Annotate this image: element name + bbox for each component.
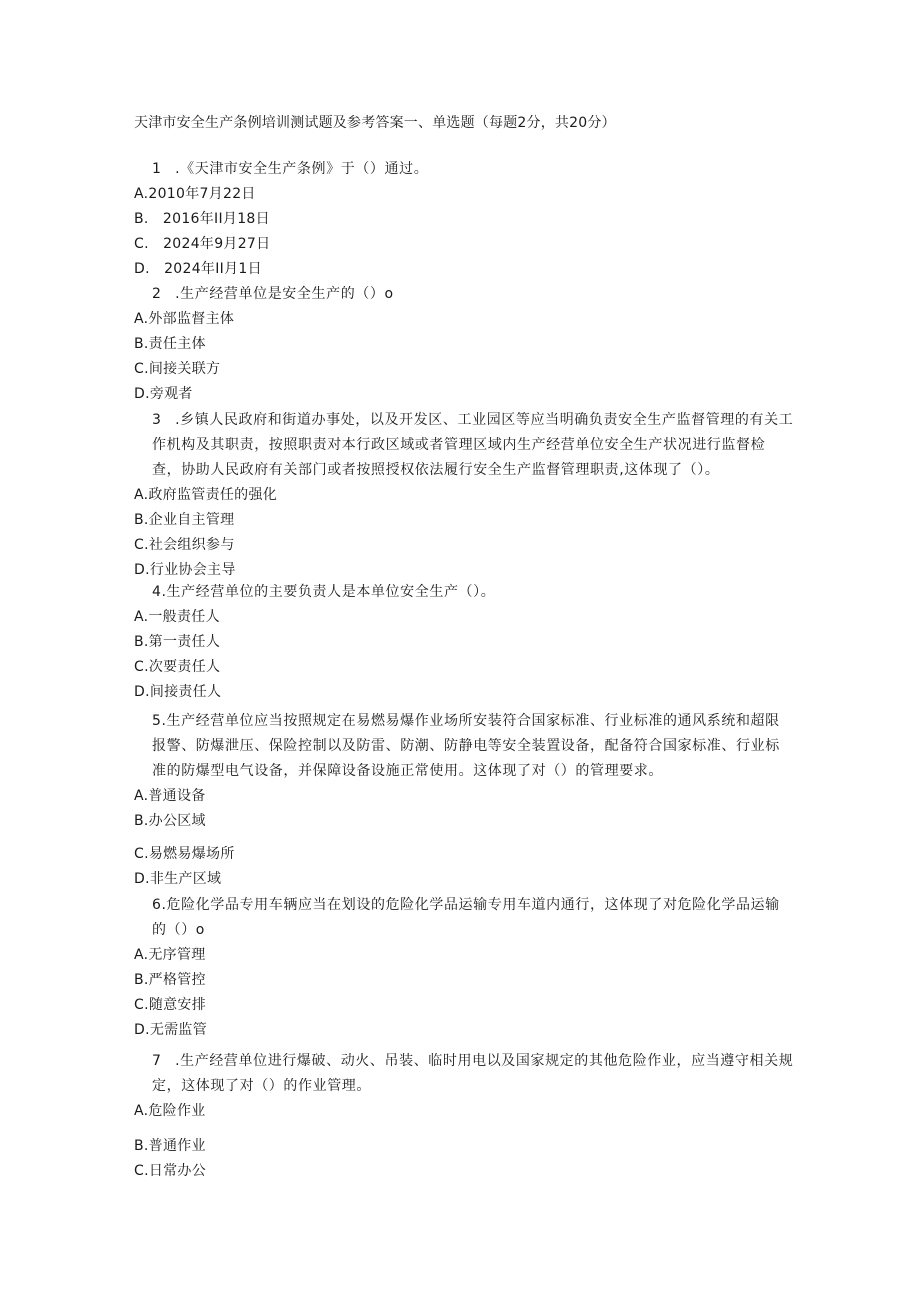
question-1 — [134, 157, 794, 282]
question-stem — [134, 580, 794, 605]
option-b: B.第一责任人 — [134, 634, 221, 650]
option-c: C.间接关联方 — [134, 361, 221, 377]
option-c: C.次要责任人 — [134, 659, 221, 675]
option-b: B.企业自主管理 — [134, 512, 235, 528]
option-a: A.政府监管责任的强化 — [134, 487, 278, 503]
option-c: C. 2024年9月27日 — [134, 236, 271, 252]
option-d: D.间接责任人 — [134, 684, 222, 700]
document-title: 天津市安全生产条例培训测试题及参考答案一、单选题（每题2分，共20分） — [134, 115, 616, 131]
question-stem — [134, 282, 794, 307]
option-a: A.普通设备 — [134, 788, 206, 804]
question-5 — [134, 709, 794, 892]
option-b: B.严格管控 — [134, 972, 206, 988]
option-c: C.易燃易爆场所 — [134, 846, 235, 862]
option-c: C.社会组织参与 — [134, 537, 235, 553]
question-number: 7 — [152, 1053, 162, 1069]
option-b: B.责任主体 — [134, 336, 206, 352]
question-3 — [134, 408, 794, 583]
question-text: .乡镇人民政府和街道办事处，以及开发区、工业园区等应当明确负责安全生产监督管理的有关工作机构及其职责，按照职责对本行政区域或者管理区域内生产经营单位安全生产状况进行监督检查，协助人民政府有关部门或者按照授权依法履行安全生产监督管理职责,这体现了（）。 — [152, 412, 794, 478]
option-a: A.无序管理 — [134, 947, 206, 963]
option-a: A.危险作业 — [134, 1103, 206, 1119]
question-text: 4.生产经营单位的主要负责人是本单位安全生产（）。 — [152, 584, 496, 600]
option-d: D.非生产区域 — [134, 871, 222, 887]
option-c: C.日常办公 — [134, 1163, 207, 1179]
option-d: D. 2024年II月1日 — [134, 261, 262, 277]
question-stem — [134, 709, 794, 784]
option-a: A.一般责任人 — [134, 609, 220, 625]
question-stem — [134, 408, 794, 483]
option-b: B. 2016年II月18日 — [134, 211, 270, 227]
question-stem — [134, 1049, 794, 1099]
option-d: D.无需监管 — [134, 1022, 208, 1038]
question-text: .生产经营单位进行爆破、动火、吊装、临时用电以及国家规定的其他危险作业，应当遵守相关规定，这体现了对（）的作业管理。 — [152, 1053, 794, 1094]
question-7 — [134, 1049, 794, 1184]
option-d: D.旁观者 — [134, 386, 193, 402]
option-a: A.外部监督主体 — [134, 311, 235, 327]
option-d: D.行业协会主导 — [134, 562, 236, 578]
question-number: 3 — [152, 412, 162, 428]
question-text: 5.生产经营单位应当按照规定在易燃易爆作业场所安装符合国家标准、行业标准的通风系统和超限报警、防爆泄压、保险控制以及防雷、防潮、防静电等安全装置设备，配备符合国家标准、行业标准的防爆型电气设备，并保障设备设施正常使用。这体现了对（）的管理要求。 — [152, 713, 780, 779]
question-stem — [134, 157, 794, 182]
question-number: 2 — [152, 286, 162, 302]
question-text: 6.危险化学品专用车辆应当在划设的危险化学品运输专用车道内通行，这体现了对危险化学品运输的（）o — [152, 897, 780, 938]
question-2 — [134, 282, 794, 407]
question-text: .生产经营单位是安全生产的（）o — [175, 286, 394, 302]
option-b: B.办公区域 — [134, 813, 206, 829]
option-b: B.普通作业 — [134, 1138, 206, 1154]
question-stem — [134, 893, 794, 943]
option-a: A.2010年7月22日 — [134, 186, 256, 202]
question-text: .《天津市安全生产条例》于（）通过。 — [175, 161, 429, 177]
question-4 — [134, 580, 794, 705]
question-6 — [134, 893, 794, 1043]
option-c: C.随意安排 — [134, 997, 207, 1013]
question-number: 1 — [152, 161, 162, 177]
